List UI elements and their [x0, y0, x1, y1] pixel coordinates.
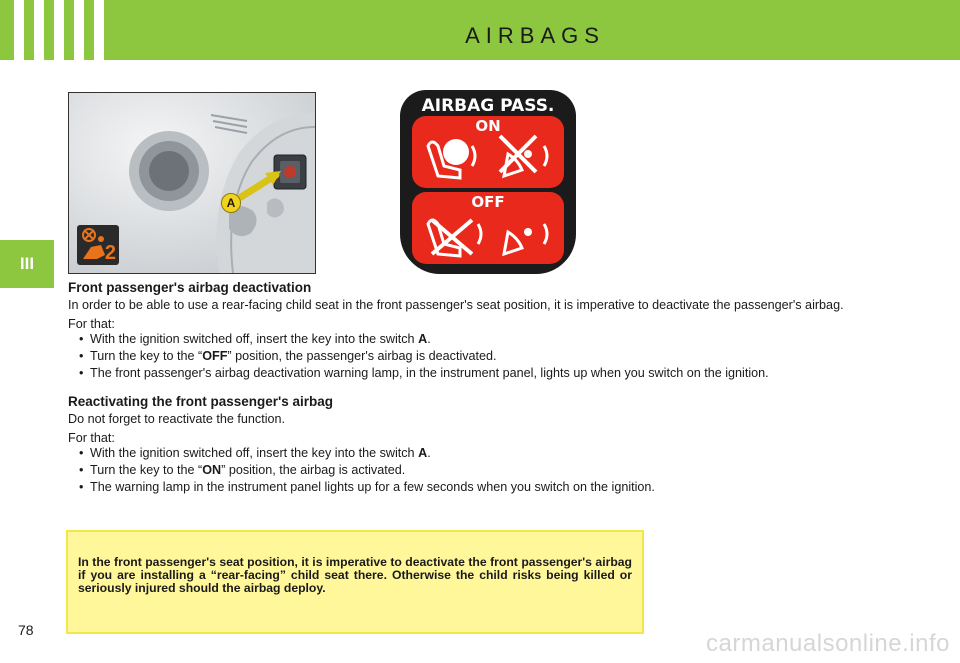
switch-panel-title: AIRBAG PASS. [421, 96, 555, 116]
rear-facing-seat-icon [504, 224, 547, 254]
front-seat-airbag-crossed-icon [428, 220, 481, 256]
header-stripe [94, 0, 104, 60]
list-item: • The front passenger's airbag deactivation warning lamp, in the instrument panel, lights up when you switch on the ignition. [76, 367, 894, 380]
airbag-off-pictograms [412, 192, 564, 264]
airbag-on-pictograms [412, 116, 564, 188]
deactivation-for-that: For that: [68, 317, 115, 331]
page-title: AIRBAGS [465, 23, 605, 48]
callout-label: A [226, 196, 236, 210]
front-facing-seat-airbag-icon [428, 139, 475, 178]
warning-icon-number: 2 [104, 242, 116, 264]
deactivation-intro: In order to be able to use a rear-facing child seat in the front passenger's seat position, it is imperative to deactivate the passenger's airbag. [68, 298, 844, 312]
header-stripe [74, 0, 84, 60]
list-item: • Turn the key to the “OFF” position, the passenger's airbag is deactivated. [76, 350, 894, 363]
main-content [68, 278, 894, 498]
warning-text: In the front passenger's seat position, it is imperative to deactivate the front passenger's airbag if you are installing a “rear-facing” child seat there. Otherwise the child risks being killed or seriously injured should the airbag deploy. [78, 555, 632, 595]
page-header [0, 0, 960, 60]
header-stripe [14, 0, 24, 60]
header-stripe [54, 0, 64, 60]
warning-box [66, 530, 644, 634]
reactivation-steps [68, 447, 894, 494]
page-number: 78 [18, 622, 34, 638]
switch-key-label: A [418, 446, 428, 460]
callout-badge-a [221, 193, 241, 213]
list-item: • With the ignition switched off, insert the key into the switch A. [76, 333, 894, 346]
switch-off-label: OFF [471, 193, 505, 211]
deactivation-steps [68, 333, 894, 380]
list-item: • Turn the key to the “ON” position, the airbag is activated. [76, 464, 894, 477]
header-stripe [34, 0, 44, 60]
rear-facing-seat-crossed-icon [500, 136, 547, 176]
chapter-tab: III [0, 240, 54, 288]
dashboard-photo [68, 92, 316, 274]
reactivation-intro: Do not forget to reactivate the function. [68, 412, 286, 426]
section-heading-deactivation: Front passenger's airbag deactivation [68, 280, 312, 295]
airbag-warning-lamp-icon [77, 225, 119, 265]
list-item: • With the ignition switched off, insert the key into the switch A. [76, 447, 894, 460]
airbag-switch-panel [400, 90, 576, 274]
switch-on-label: ON [475, 117, 501, 135]
on-key-label: ON [202, 463, 222, 477]
list-item: • The warning lamp in the instrument panel lights up for a few seconds when you switch on the ignition. [76, 481, 894, 494]
section-heading-reactivation: Reactivating the front passenger's airbag [68, 394, 334, 409]
reactivation-for-that: For that: [68, 431, 115, 445]
watermark: carmanualsonline.info [706, 630, 950, 657]
switch-key-label: A [418, 332, 428, 346]
off-key-label: OFF [202, 349, 228, 363]
